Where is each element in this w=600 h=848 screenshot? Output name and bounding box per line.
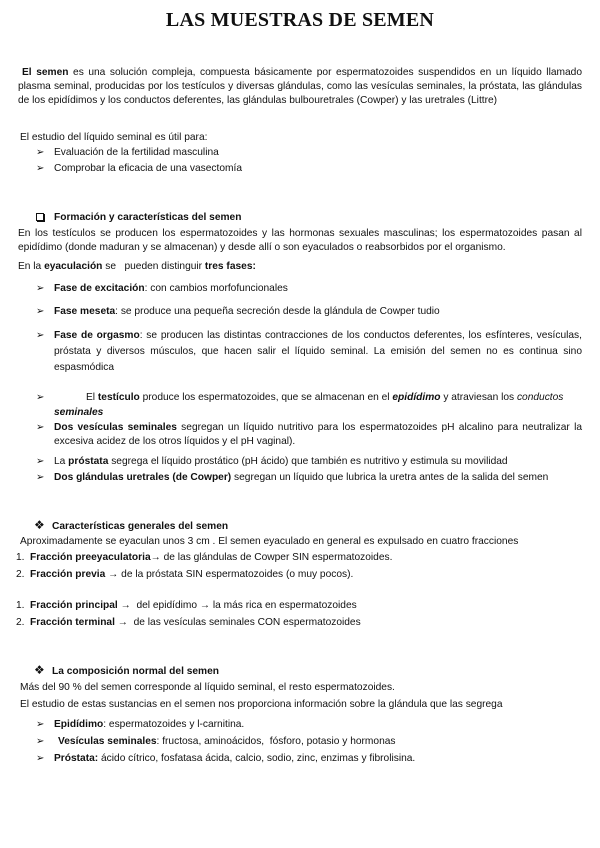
list-item (36, 718, 582, 732)
gland-pre: La (54, 456, 69, 467)
component-text: : espermatozoides y l-carnitina. (103, 719, 245, 730)
arrow-bullet-icon: ➢ (36, 422, 45, 433)
fraction-number: 2. (16, 617, 25, 628)
phase-text: : con cambios morfofuncionales (144, 283, 288, 294)
section-heading-general (34, 518, 228, 534)
component-label: Próstata: (54, 753, 99, 764)
fraction-item (16, 551, 392, 565)
heading-text: Características generales del semen (52, 521, 229, 532)
arrow-icon: → (150, 552, 161, 563)
phase-text: : se producen las distintas contracciones de los conductos deferentes, los esfínteres, vesículas, próstata y diversos músculos, que hacen salir el líquido seminal. La emisión del semen no es continua sino espasmódica (54, 330, 582, 373)
list-item (36, 146, 576, 160)
intro-text: es una solución compleja, compuesta básicamente por espermatozoides suspendidos en un líquido llamado plasma seminal, producidas por los testículos y diversas glándulas, como las vesículas seminales, la próstata, las glándulas de los epidídimos y los conductos deferentes, las glándulas bulbouretrales (Cowper) y las uretrales (Littre) (18, 67, 582, 107)
arrow-bullet-icon: ➢ (36, 719, 45, 730)
list-item (36, 471, 582, 485)
component-label: Epidídimo (54, 719, 104, 730)
epididymis-word: epidídimo (392, 392, 441, 403)
phase-label: Fase meseta (54, 306, 116, 317)
arrow-bullet-icon: ➢ (36, 283, 45, 294)
list-item (36, 752, 582, 766)
phase-label: Fase de excitación (54, 283, 145, 294)
diamond-bullet-icon: ❖ (34, 518, 45, 532)
arrow-bullet-icon: ➢ (36, 736, 45, 747)
ejaculation-line (18, 260, 256, 274)
ejac-mid: se pueden distinguir (102, 261, 205, 272)
arrow-icon: → (114, 617, 131, 628)
arrow-bullet-icon: ➢ (36, 163, 45, 174)
fraction-number: 2. (16, 569, 25, 580)
fraction-item (16, 599, 357, 613)
ejac-bold: tres fases: (204, 261, 256, 272)
list-item (36, 391, 582, 405)
testicle-mid: produce los espermatozoides, que se almacenan en el (139, 392, 393, 403)
component-label: Vesículas seminales (58, 736, 157, 747)
useful-item-text: Evaluación de la fertilidad masculina (54, 147, 219, 158)
arrow-bullet-icon: ➢ (36, 456, 45, 467)
list-item (36, 162, 576, 176)
page-title: LAS MUESTRAS DE SEMEN (165, 9, 435, 31)
heading-text: La composición normal del semen (52, 666, 220, 677)
phase-label: Fase de orgasmo (54, 330, 140, 341)
section-heading-formation (36, 211, 241, 225)
fraction-number: 1. (16, 600, 25, 611)
ejac-pre: En la (18, 261, 45, 272)
diamond-bullet-icon: ❖ (34, 663, 45, 677)
testicle-pre: El (86, 392, 98, 403)
gland-text: segregan un líquido que lubrica la uretra antes de la salida del semen (231, 472, 549, 483)
arrow-bullet-icon: ➢ (36, 147, 45, 158)
seminales-word: seminales (54, 407, 104, 418)
fraction-text: de la próstata SIN espermatozoides (o muy pocos). (121, 569, 354, 580)
formation-paragraph: En los testículos se producen los espermatozoides y las hormonas sexuales masculinas; los espermatozoides pasan al epidídimo (donde maduran y se almacenan) y desde allí o son eyaculados o reabsorbidos por el organismo. (18, 228, 582, 254)
arrow-bullet-icon: ➢ (36, 392, 45, 403)
fraction-text: de las vesículas seminales CON espermatozoides (130, 617, 361, 628)
list-item (36, 421, 582, 449)
useful-item-text: Comprobar la eficacia de una vasectomía (54, 163, 243, 174)
fraction-label: Fracción preeyaculatoria (30, 552, 151, 563)
component-text: : fructosa, aminoácidos, fósforo, potasio y hormonas (156, 736, 396, 747)
gland-text: segrega el líquido prostático (pH ácido) que también es nutritivo y estimula su movilidad (108, 456, 508, 467)
composition-line-2: El estudio de estas sustancias en el semen nos proporciona información sobre la glándula que las segrega (20, 699, 503, 710)
list-item (36, 282, 582, 296)
conductos-word: conductos (516, 392, 564, 403)
heading-text: Formación y características del semen (54, 212, 242, 223)
fraction-label: Fracción terminal (30, 617, 115, 628)
fraction-label: Fracción previa (30, 569, 106, 580)
testicle-bold: testículo (97, 392, 140, 403)
section-heading-composition (34, 663, 219, 679)
checkbox-square-icon (36, 213, 44, 221)
useful-intro: El estudio del líquido seminal es útil para: (20, 132, 208, 143)
list-item (36, 455, 582, 469)
fraction-text: de las glándulas de Cowper SIN espermatozoides. (160, 552, 393, 563)
arrow-bullet-icon: ➢ (36, 753, 45, 764)
gland-label: Dos vesículas seminales (54, 422, 177, 433)
fraction-number: 1. (16, 552, 25, 563)
arrow-icon: → (117, 600, 134, 611)
fraction-text-2: la más rica en espermatozoides (210, 600, 357, 611)
intro-lead: El semen (22, 67, 69, 78)
arrow-icon: → (105, 569, 122, 580)
arrow-bullet-icon: ➢ (36, 306, 45, 317)
fraction-label: Fracción principal (30, 600, 118, 611)
general-intro: Aproximadamente se eyaculan unos 3 cm . El semen eyaculado en general es expulsado en cuatro fracciones (20, 536, 519, 547)
list-item (36, 735, 582, 749)
list-item (36, 305, 582, 319)
intro-paragraph (18, 66, 582, 109)
fraction-item (16, 616, 361, 630)
gland-label: próstata (68, 456, 109, 467)
phase-text: : se produce una pequeña secreción desde la glándula de Cowper tudio (115, 306, 440, 317)
arrow-bullet-icon: ➢ (36, 330, 45, 341)
component-text: ácido cítrico, fosfatasa ácida, calcio, sodio, zinc, enzimas y fibrolisina. (98, 753, 416, 764)
arrow-icon: → (199, 600, 211, 611)
composition-line-1: Más del 90 % del semen corresponde al líquido seminal, el resto espermatozoides. (20, 682, 395, 693)
testicle-mid2: y atraviesan los (440, 392, 517, 403)
fraction-text: del epidídimo (133, 600, 200, 611)
list-item (36, 328, 582, 376)
gland-text: segregan un líquido nutritivo para los espermatozoides pH alcalino para neutralizar la excesiva acidez de los otros líquidos y el pH vaginal). (54, 422, 582, 448)
gland-label: Dos glándulas uretrales (de Cowper) (54, 472, 232, 483)
arrow-bullet-icon: ➢ (36, 472, 45, 483)
ejac-word: eyaculación (44, 261, 103, 272)
fraction-item (16, 568, 353, 582)
